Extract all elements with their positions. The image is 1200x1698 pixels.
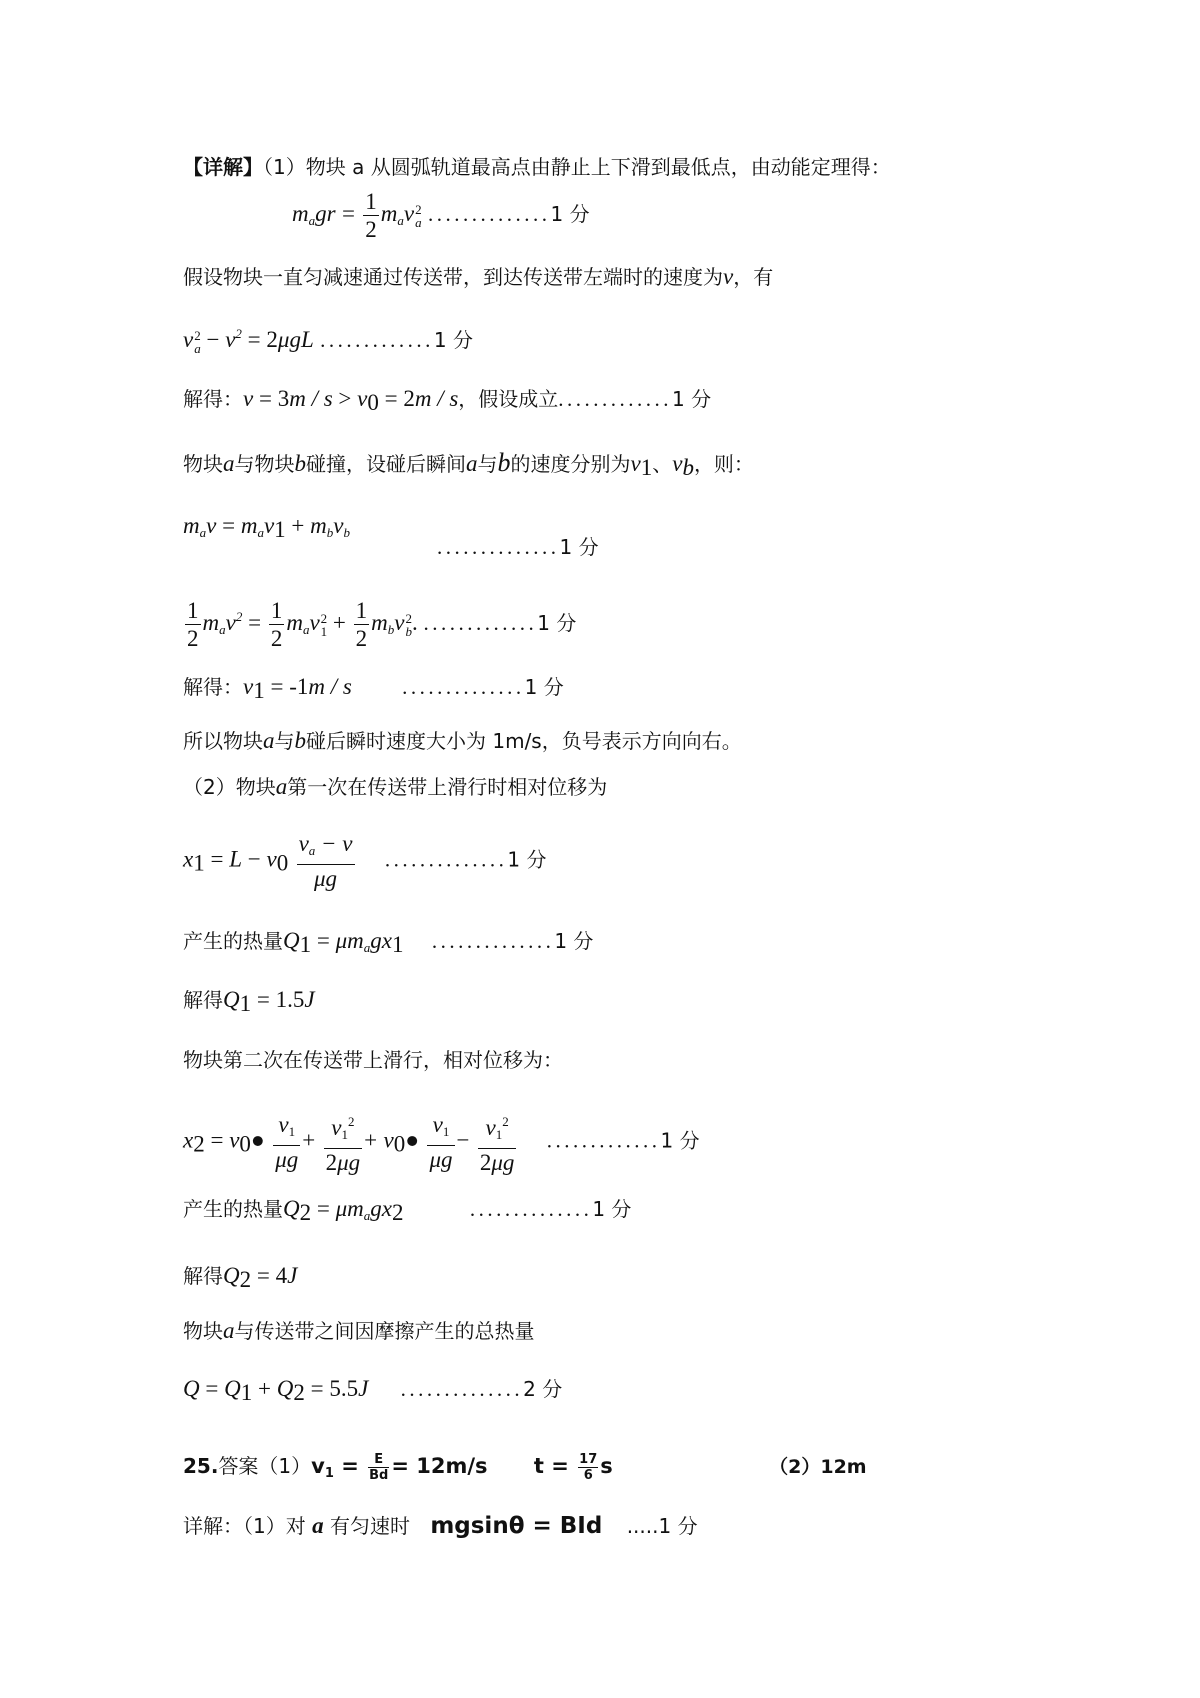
score-label: 1 分 — [672, 387, 712, 411]
equation-q1: 产生的热量$Q_1 = \mu m_agx_1$ ..............1 分 — [183, 928, 594, 957]
answer-label: 答案（1） — [218, 1454, 312, 1478]
part2-line: （2）物块a第一次在传送带上滑行时相对位移为 — [183, 774, 608, 799]
text-frag: 详解：（1）对 — [183, 1514, 313, 1538]
score-label: 1 分 — [507, 847, 547, 872]
text-frag: （2）物块 — [183, 775, 276, 799]
text-frag: 与传送带之间因摩擦产生的总热量 — [234, 1319, 535, 1343]
solution-q1-line: 解得$Q_1 = 1.5J$ — [183, 987, 315, 1016]
equation-q-total: $Q = Q_1 + Q_2 = 5.5J$ ..............2 分 — [183, 1376, 563, 1405]
equation-q2: 产生的热量$Q_2 = \mu m_agx_2$ ..............1 分 — [183, 1196, 632, 1225]
text-frag: 物块 — [183, 1319, 223, 1343]
equation-energy-conservation: $\frac{1}{2}$ $m_av^2$ = $\frac{1}{2}$ $m_av$ 2 1 + $\frac{1}{2}$ $m_bv$ 2 b . .............1 分 — [187, 598, 577, 651]
detail-heading: 【详解】 — [183, 155, 263, 179]
score-label: 1 分 — [660, 1128, 700, 1153]
detail-intro-text: （1）物块 a 从圆弧轨道最高点由静止上下滑到最低点，由动能定理得： — [263, 155, 891, 179]
solution-q2-line: 解得$Q_2 = 4J$ — [183, 1263, 298, 1292]
momentum-score: ..............1 分 — [437, 535, 599, 559]
text-frag: 与 — [477, 452, 498, 476]
equation-x2: $x_2$ = $v_0●$ $\frac{v_1}{\mu g}$ + $\frac{v_1^2}{2\mu g}$ + $v_0●$ $\frac{v_1}{\mu g}$ − $\frac{v_1^2}{2\mu g}$ .............1 分 — [183, 1108, 700, 1176]
conclusion-line: 所以物块a与b碰后瞬时速度大小为 1m/s，负号表示方向向右。 — [183, 728, 742, 753]
assumption-holds: ，假设成立 — [458, 387, 559, 411]
score-label: 1 分 — [550, 202, 590, 226]
solution-v-line: 解得：$v = 3m / s > v_0 = 2m / s$，假设成立.............1 分 — [183, 386, 712, 415]
total-heat-line: 物块a与传送带之间因摩擦产生的总热量 — [183, 1318, 535, 1343]
q25-detail-line: 详解：（1）对 a 有匀速时 mgsinθ = BId .....1 分 — [183, 1513, 698, 1539]
text-frag: 碰后瞬时速度大小为 1m/s，负号表示方向向右。 — [306, 729, 742, 753]
equation-kinematics: v 2 a − $v^2 = 2\mu gL$ .............1 分 — [183, 326, 473, 356]
score-label: 1 分 — [537, 611, 577, 635]
text-frag: 有匀速时 — [323, 1514, 410, 1538]
solution-v1-line: 解得：$v_1 = -1m / s$ ..............1 分 — [183, 674, 564, 703]
v1-value: = 12m/s — [391, 1454, 488, 1478]
second-slide-line — [183, 1046, 563, 1074]
equation-energy: $m_agr$ = $\frac{1}{2}$ $m_av$ 2 a ..............1 分 — [292, 189, 590, 242]
text-frag: 物块 — [183, 452, 223, 476]
text-frag: 的速度分别为 — [510, 452, 631, 476]
text-frag: 物块第二次在传送带上滑行，相对位移为： — [183, 1048, 563, 1072]
score-label: 1 分 — [554, 929, 594, 953]
score-label: 1 分 — [592, 1197, 632, 1221]
solution-label: 解得： — [183, 675, 243, 699]
question-number: 25. — [183, 1454, 219, 1478]
t-unit: s — [600, 1454, 613, 1478]
detail-intro-line — [183, 153, 891, 181]
assumption-text: 假设物块一直匀减速通过传送带，到达传送带左端时的速度为 — [183, 265, 723, 289]
equation-x1: $x_1 = L - v_0$ $\frac{v_a - v}{\mu g}$ ..............1 分 — [183, 831, 547, 891]
assumption-tail: ，有 — [733, 265, 774, 289]
text-frag: 解得 — [183, 1264, 223, 1288]
assumption-line: 假设物块一直匀减速通过传送带，到达传送带左端时的速度为v，有 — [183, 264, 774, 289]
q25-answer-line: 25.答案$(1)v_1$ = $\frac{E}{Bd}$ = 12m/s t = $\frac{17}{6}$ s （2）12m — [183, 1452, 867, 1483]
text-frag: 与 — [274, 729, 295, 753]
score-label: 2 分 — [523, 1377, 563, 1401]
text-frag: 碰撞，设碰后瞬间 — [306, 452, 466, 476]
score-label: .....1 分 — [626, 1514, 698, 1538]
text-frag: 解得 — [183, 988, 223, 1012]
text-frag: 与物块 — [234, 452, 295, 476]
score-label: 1 分 — [433, 328, 473, 352]
text-frag: 产生的热量 — [183, 929, 283, 953]
text-frag: ，则： — [693, 452, 754, 476]
score-label: 1 分 — [559, 535, 599, 559]
collision-line: 物块a与物块b碰撞，设碰后瞬间a与b的速度分别为$v_1$、$v_b$，则： — [183, 448, 754, 480]
equation-momentum: $m_av = m_av_1 + m_bv_b$ — [183, 513, 350, 542]
score-label: 1 分 — [524, 675, 564, 699]
text-frag: 、 — [652, 452, 673, 476]
text-frag: 第一次在传送带上滑行时相对位移为 — [287, 775, 608, 799]
solution-label: 解得： — [183, 387, 243, 411]
text-frag: 产生的热量 — [183, 1197, 283, 1221]
text-frag: 所以物块 — [183, 729, 263, 753]
part2-answer: （2）12m — [769, 1456, 867, 1478]
